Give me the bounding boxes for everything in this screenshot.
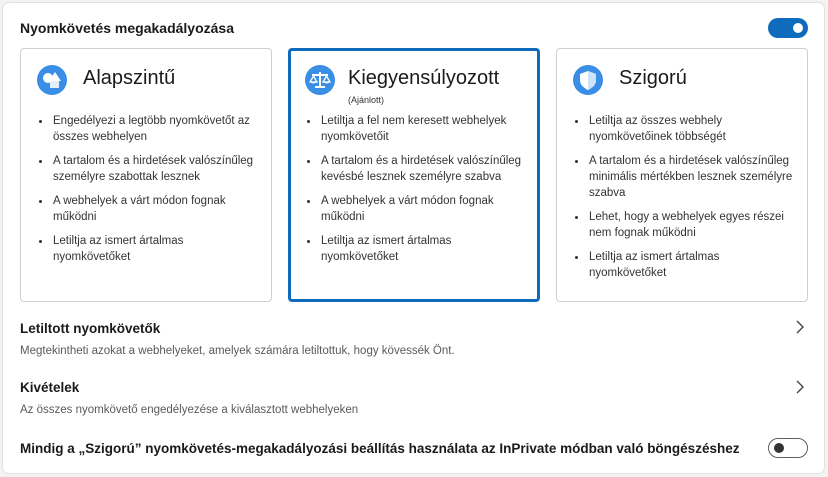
list-item: A tartalom és a hirdetések valószínűleg minimális mértékben lesznek személyre szabva [573, 153, 799, 201]
toggle-knob [774, 443, 784, 453]
card-strict-title: Szigorú [619, 67, 687, 89]
balance-scale-icon [305, 65, 335, 95]
tracking-prevention-toggle[interactable] [768, 18, 808, 38]
exceptions-title: Kivételek [20, 380, 80, 395]
chevron-right-icon[interactable] [794, 320, 806, 334]
card-basic[interactable] [20, 48, 272, 302]
card-basic-bullets [37, 113, 263, 273]
chevron-right-icon[interactable] [794, 380, 806, 394]
list-item: Lehet, hogy a webhelyek egyes részei nem fognak működni [573, 209, 799, 241]
list-item: A webhelyek a várt módon fognak működni [37, 193, 263, 225]
list-item: Letiltja az ismert ártalmas nyomkövetőket [573, 249, 799, 281]
basic-shapes-icon [37, 65, 67, 95]
card-strict[interactable] [556, 48, 808, 302]
tracking-prevention-title: Nyomkövetés megakadályozása [20, 20, 234, 36]
card-balanced-title: Kiegyensúlyozott [348, 67, 500, 89]
inprivate-strict-toggle[interactable] [768, 438, 808, 458]
card-balanced[interactable] [288, 48, 540, 302]
exceptions-row[interactable] [3, 372, 824, 428]
list-item: A tartalom és a hirdetések valószínűleg személyre szabottak lesznek [37, 153, 263, 185]
recommended-label: (Ajánlott) [348, 95, 385, 105]
inprivate-strict-label: Mindig a „Szigorú” nyomkövetés-megakadályozási beállítás használata az InPrivate módban való böngészéshez [20, 441, 740, 456]
toggle-knob [793, 23, 803, 33]
card-strict-bullets [573, 113, 799, 289]
list-item: A tartalom és a hirdetések valószínűleg kevésbé lesznek személyre szabva [305, 153, 531, 185]
list-item: Letiltja a fel nem keresett webhelyek nyomkövetőit [305, 113, 531, 145]
list-item: A webhelyek a várt módon fognak működni [305, 193, 531, 225]
shield-icon [573, 65, 603, 95]
exceptions-description: Az összes nyomkövető engedélyezése a kiválasztott webhelyeken [20, 404, 359, 416]
list-item: Engedélyezi a legtöbb nyomkövetőt az összes webhelyen [37, 113, 263, 145]
card-basic-title: Alapszintű [83, 67, 176, 89]
list-item: Letiltja az ismert ártalmas nyomkövetőket [305, 233, 531, 265]
card-balanced-bullets [305, 113, 531, 273]
blocked-trackers-description: Megtekintheti azokat a webhelyeket, amelyek számára letiltottuk, hogy kövessék Önt. [20, 345, 455, 357]
list-item: Letiltja az ismert ártalmas nyomkövetőket [37, 233, 263, 265]
list-item: Letiltja az összes webhely nyomkövetőinek többségét [573, 113, 799, 145]
blocked-trackers-title: Letiltott nyomkövetők [20, 321, 161, 336]
